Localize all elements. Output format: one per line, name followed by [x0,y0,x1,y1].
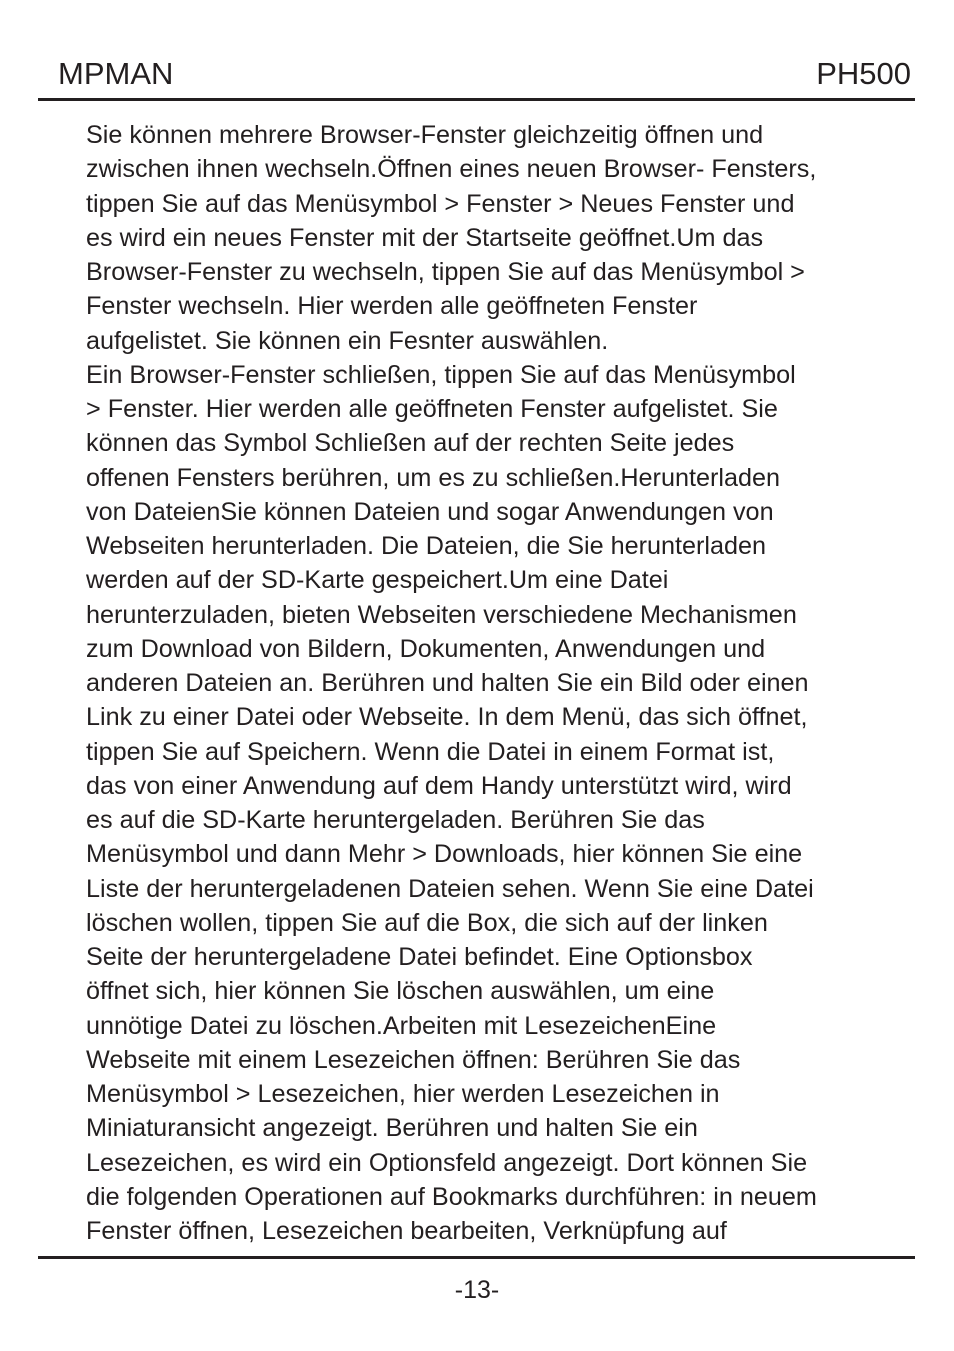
text-line: Liste der heruntergeladenen Dateien sehen. Wenn Sie eine Datei [86,874,814,903]
text-line: offenen Fensters berühren, um es zu schließen.Herunterladen [86,463,780,492]
header-divider [38,98,915,101]
text-line: das von einer Anwendung auf dem Handy unterstützt wird, wird [86,771,792,800]
text-line: > Fenster. Hier werden alle geöffneten Fenster aufgelistet. Sie [86,395,778,423]
text-line: Browser-Fenster zu wechseln, tippen Sie auf das Menüsymbol > [86,258,805,286]
text-line: Webseite mit einem Lesezeichen öffnen: Berühren Sie das [86,1045,741,1074]
text-line: von DateienSie können Dateien und sogar Anwendungen von [86,497,774,526]
text-line: Ein Browser-Fenster schließen, tippen Sie auf das Menüsymbol [86,360,796,389]
text-line: herunterzuladen, bieten Webseiten verschiedene Mechanismen [86,600,797,629]
text-line: Lesezeichen, es wird ein Optionsfeld angezeigt. Dort können Sie [86,1148,808,1177]
text-line: Webseiten herunterladen. Die Dateien, die Sie herunterladen [86,532,767,560]
page-header [38,56,915,96]
page-number: -13- [454,1276,500,1304]
text-line: können das Symbol Schließen auf der rechten Seite jedes [86,429,735,458]
text-line: öffnet sich, hier können Sie löschen auswählen, um eine [86,977,715,1006]
text-line: Fenster öffnen, Lesezeichen bearbeiten, Verknüpfung auf [86,1217,727,1245]
text-line: tippen Sie auf Speichern. Wenn die Datei in einem Format ist, [86,737,775,766]
footer-divider [38,1256,915,1259]
text-line: werden auf der SD-Karte gespeichert.Um eine Datei [86,566,669,595]
text-line: Sie können mehrere Browser-Fenster gleichzeitig öffnen und [86,121,764,149]
text-line: Miniaturansicht angezeigt. Berühren und halten Sie ein [86,1114,698,1143]
text-line: es wird ein neues Fenster mit der Startseite geöffnet.Um das [86,223,764,252]
body-text [86,118,906,1248]
text-line: die folgenden Operationen auf Bookmarks durchführen: in neuem [86,1182,817,1211]
text-line: aufgelistet. Sie können ein Fesnter auswählen. [86,326,609,355]
text-line: Link zu einer Datei oder Webseite. In dem Menü, das sich öffnet, [86,703,808,732]
text-line: Seite der heruntergeladene Datei befindet. Eine Optionsbox [86,943,753,971]
text-line: Menüsymbol und dann Mehr > Downloads, hier können Sie eine [86,840,803,869]
text-line: es auf die SD-Karte heruntergeladen. Berühren Sie das [86,806,705,834]
text-line: zwischen ihnen wechseln.Öffnen eines neuen Browser- Fensters, [86,155,817,184]
text-line: zum Download von Bildern, Dokumenten, Anwendungen und [86,634,766,663]
text-line: tippen Sie auf das Menüsymbol > Fenster > Neues Fenster und [86,189,795,218]
text-line: Menüsymbol > Lesezeichen, hier werden Lesezeichen in [86,1080,720,1108]
text-line: Fenster wechseln. Hier werden alle geöffneten Fenster [86,292,698,321]
text-line: löschen wollen, tippen Sie auf die Box, die sich auf der linken [86,908,768,937]
text-line: unnötige Datei zu löschen.Arbeiten mit LesezeichenEine [86,1011,717,1040]
text-line: anderen Dateien an. Berühren und halten Sie ein Bild oder einen [86,669,809,697]
brand-name: MPMAN [58,56,174,91]
model-name: PH500 [816,56,911,91]
